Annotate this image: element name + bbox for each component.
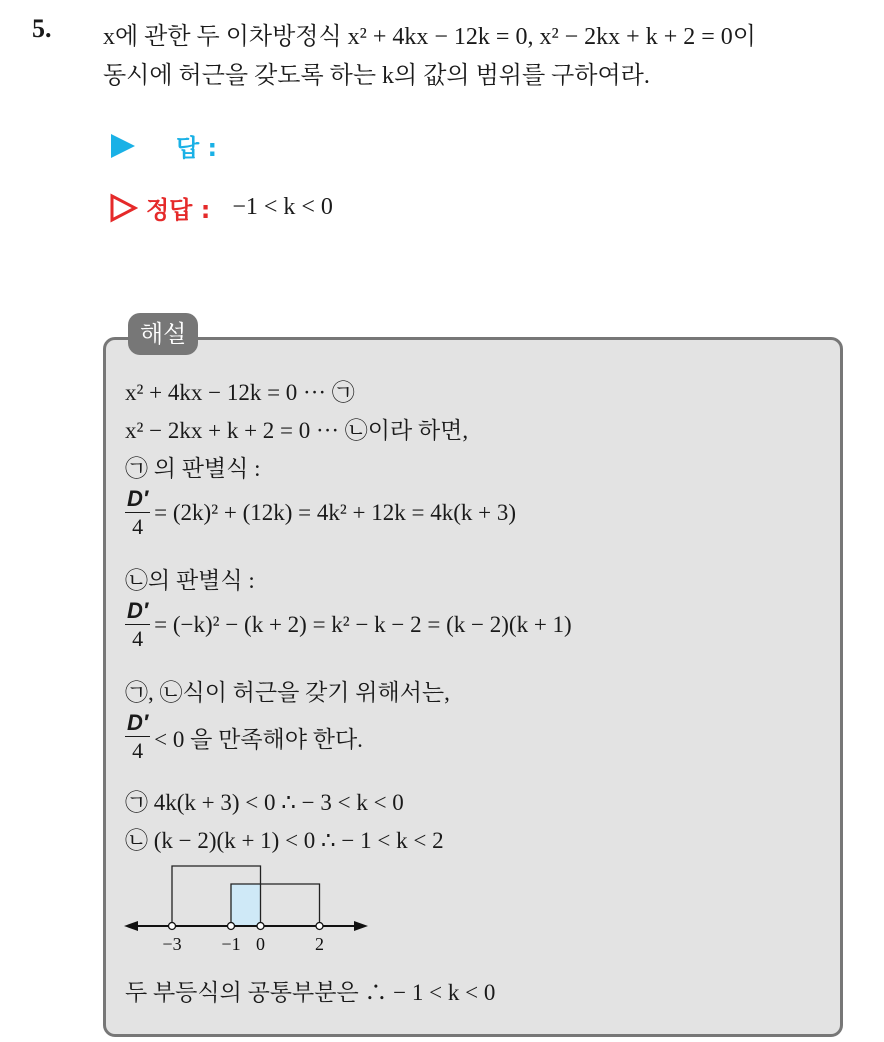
solution-line-5: ㉠, ㉡식이 허근을 갖기 위해서는,: [125, 680, 450, 705]
condition-eq: $\frac{D'}{4}$ < 0 을 만족해야 한다.: [127, 710, 363, 763]
open-point-1: [228, 923, 235, 930]
tick-label-3: 2: [315, 934, 324, 954]
play-triangle-icon: [108, 132, 136, 160]
solution-line-3: ㉠ 의 판별식 :: [125, 456, 261, 481]
open-point-0: [169, 923, 176, 930]
fraction-d-over-4: $\frac{D'}{4}$: [127, 486, 149, 539]
common-region-shade: [231, 884, 261, 926]
correct-answer-label: 정답 :: [146, 196, 211, 224]
fraction-d-over-4: $\frac{D'}{4}$: [127, 598, 149, 651]
problem-text-line1: x에 관한 두 이차방정식 x² + 4kx − 12k = 0, x² − 2kx + k + 2 = 0이: [103, 24, 756, 50]
tick-label-1: −1: [221, 934, 241, 954]
open-point-2: [257, 923, 264, 930]
outline-triangle-icon: [108, 193, 138, 223]
correct-answer-value: −1 < k < 0: [232, 194, 333, 220]
solution-line-8: 두 부등식의 공통부분은 ∴ − 1 < k < 0: [125, 980, 496, 1005]
tick-label-2: 0: [256, 934, 265, 954]
discriminant-eq-2: $\frac{D'}{4}$ = (−k)² − (k + 2) = k² − k − 2 = (k − 2)(k + 1): [127, 598, 572, 651]
solution-tab: 해설: [128, 313, 198, 355]
left-arrow-icon: [124, 921, 138, 931]
discriminant-eq-1: $\frac{D'}{4}$ = (2k)² + (12k) = 4k² + 12k = 4k(k + 3): [127, 486, 516, 539]
problem-text-line2: 동시에 허근을 갖도록 하는 k의 값의 범위를 구하여라.: [103, 63, 650, 89]
solution-line-4: ㉡의 판별식 :: [125, 568, 255, 593]
correct-answer-row: [108, 190, 333, 225]
answer-row: [108, 128, 217, 163]
problem-number: 5.: [32, 14, 52, 43]
right-arrow-icon: [354, 921, 368, 931]
answer-label: 답 :: [176, 134, 218, 162]
solution-line-2: x² − 2kx + k + 2 = 0 ··· ㉡이라 하면,: [125, 418, 469, 443]
open-point-3: [316, 923, 323, 930]
fraction-d-over-4: $\frac{D'}{4}$: [127, 710, 149, 763]
solution-line-7: ㉡ (k − 2)(k + 1) < 0 ∴ − 1 < k < 2: [125, 828, 444, 853]
solution-line-1: x² + 4kx − 12k = 0 ··· ㉠: [125, 380, 355, 405]
number-line-diagram: [120, 856, 380, 960]
tick-label-0: −3: [162, 934, 182, 954]
solution-line-6: ㉠ 4k(k + 3) < 0 ∴ − 3 < k < 0: [125, 790, 404, 815]
